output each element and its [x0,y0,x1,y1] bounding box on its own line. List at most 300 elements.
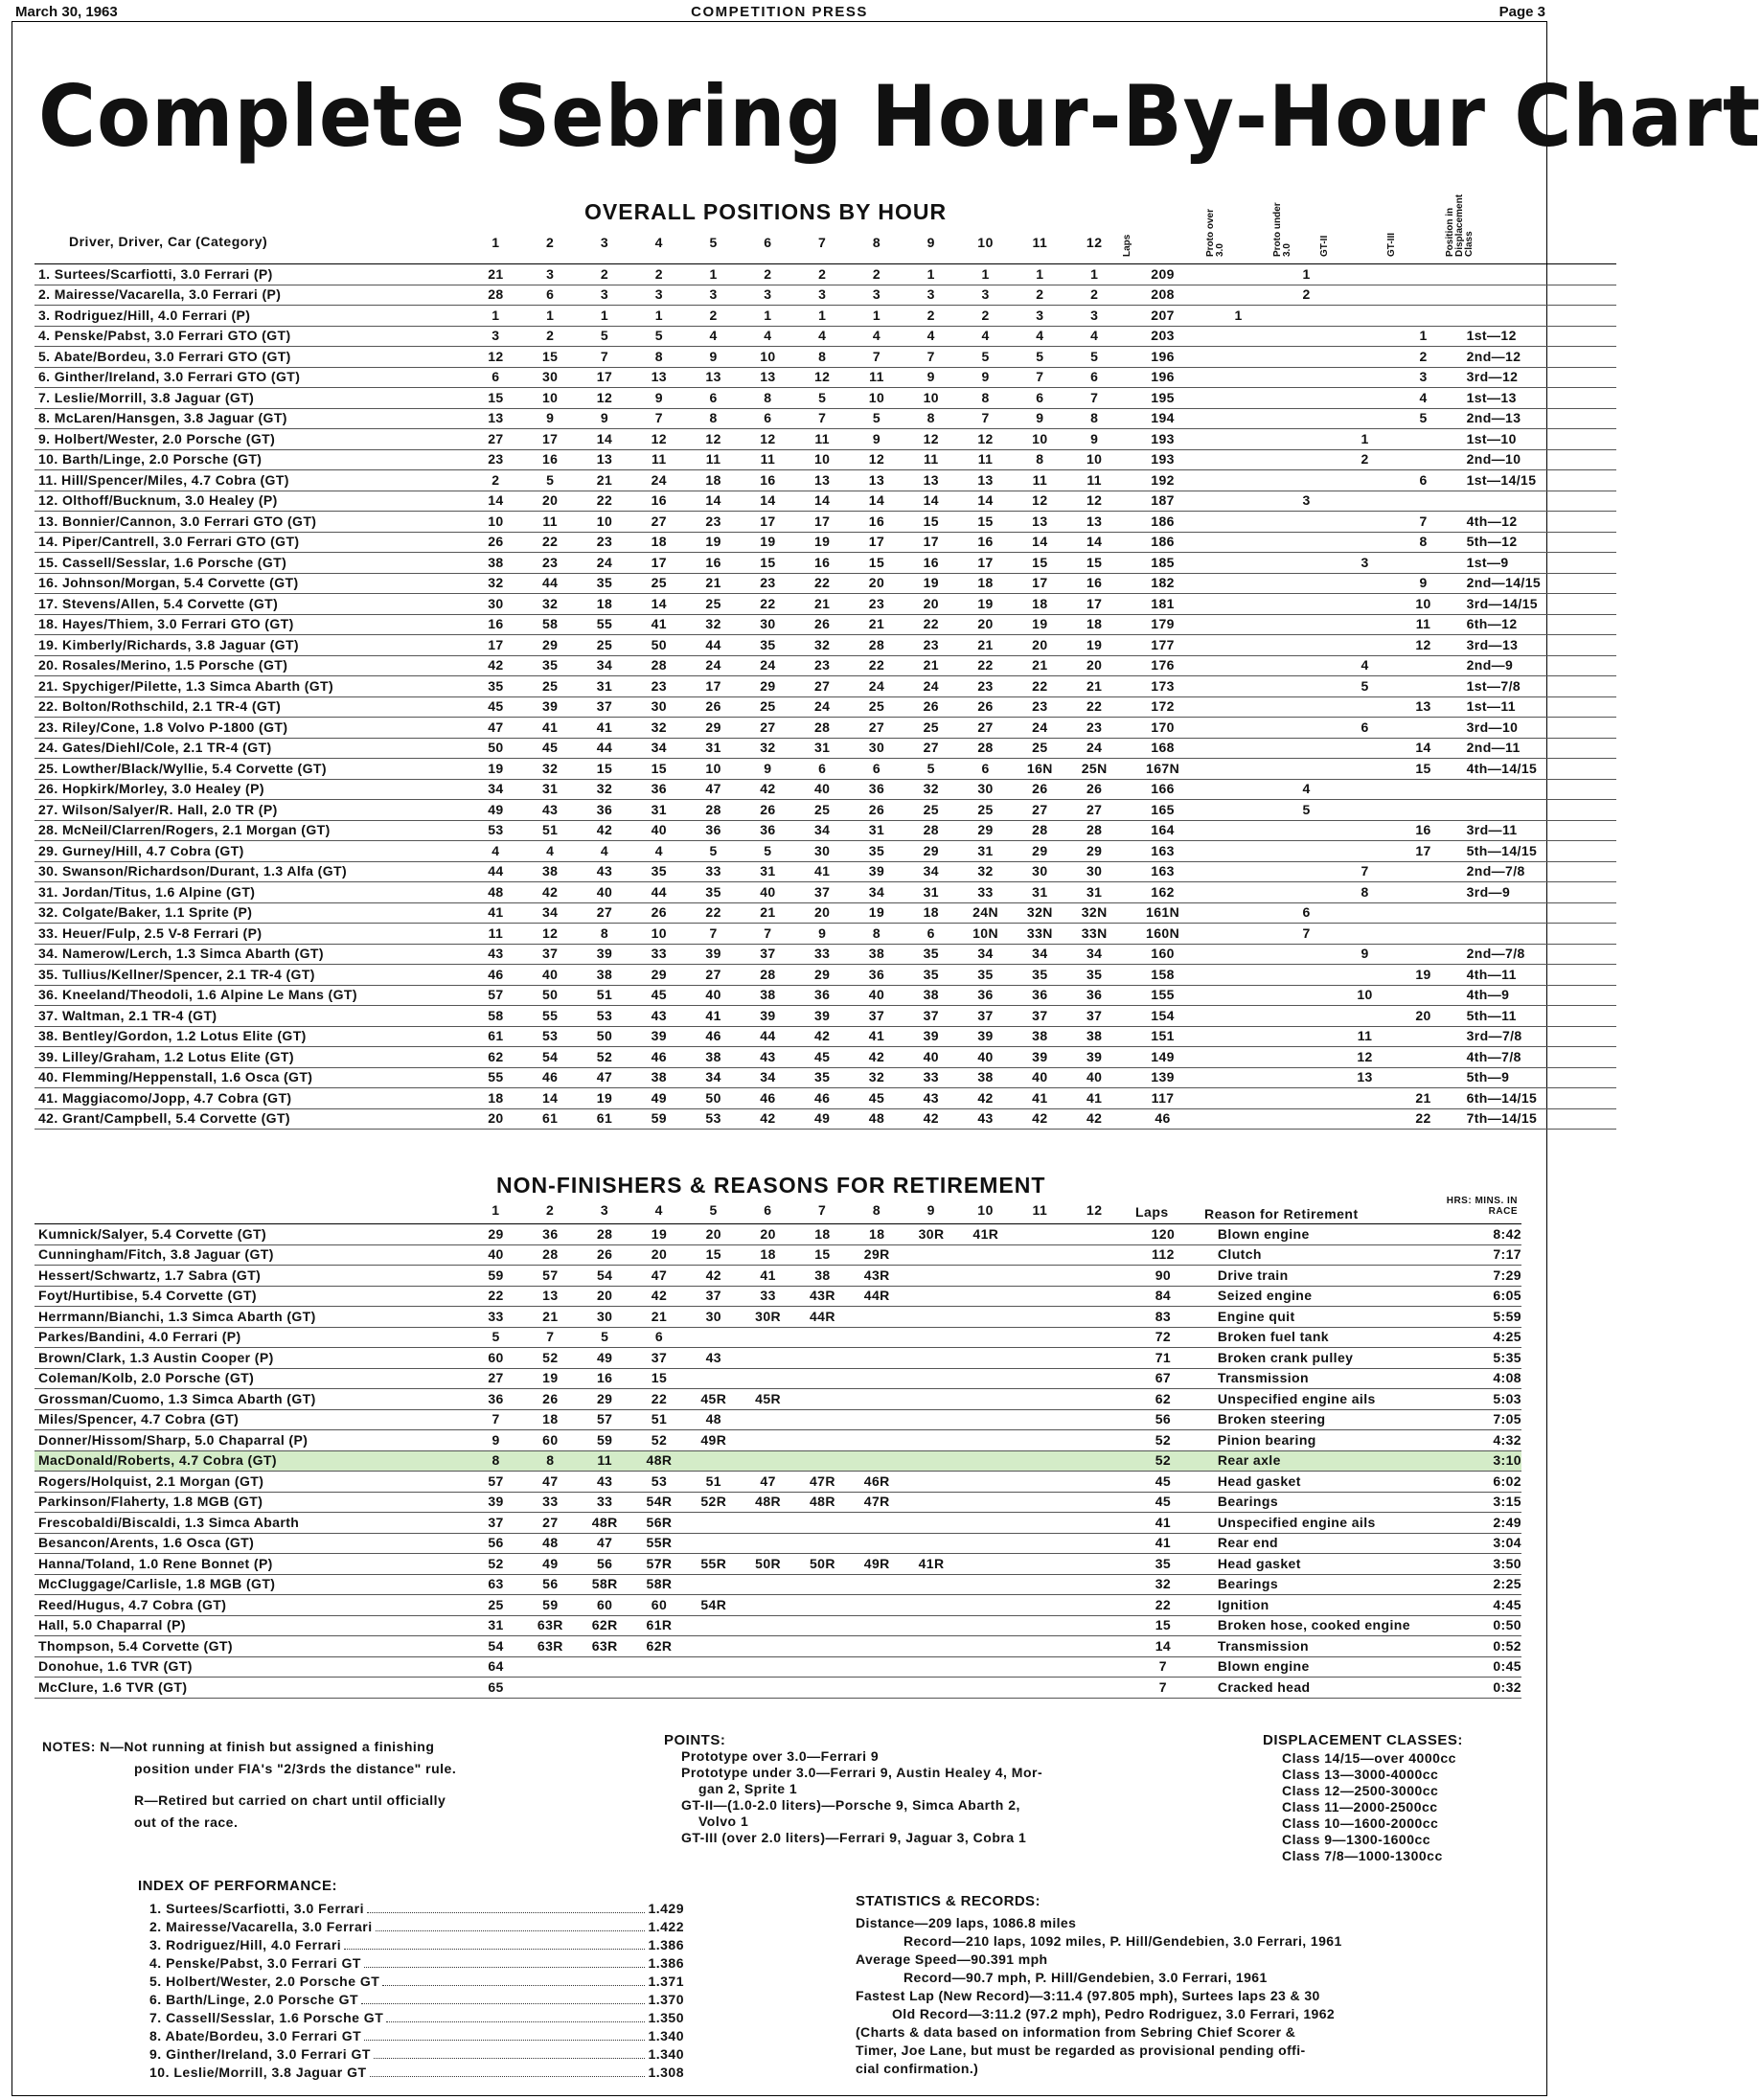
proto-under-position [1273,1088,1340,1109]
class-position: 7th—14/15 [1457,1108,1616,1130]
hour-position: 34 [686,1067,741,1088]
hour-position: 59 [631,1108,686,1130]
gt3-position: 1 [1390,326,1457,347]
hour-position [1013,1513,1067,1534]
laps-value: 194 [1122,408,1204,429]
gt3-position [1390,676,1457,697]
hour-position: 24 [741,655,795,676]
proto-over-position [1204,924,1273,945]
proto-over-position [1204,841,1273,862]
driver-car: Brown/Clark, 1.3 Austin Cooper (P) [34,1348,469,1369]
stats-fastest-lap: Fastest Lap (New Record)—3:11.4 (97.805 mph), Surtees laps 23 & 30 [856,1988,1320,2003]
overall-row [34,1026,1616,1047]
proto-under-position [1273,1026,1340,1047]
overall-row [34,655,1616,676]
overall-row [34,306,1616,327]
hour-position: 40 [686,985,741,1006]
laps-value: 166 [1122,779,1204,800]
retirement-reason: Blown engine [1204,1656,1492,1678]
hour-position: 34 [578,655,632,676]
hour-position: 22 [1013,676,1067,697]
hour-position: 7 [1067,388,1122,409]
class-position: 3rd—7/8 [1457,1026,1616,1047]
overall-row [34,532,1616,553]
hour-position: 31 [469,1615,523,1636]
nonfinisher-row [34,1678,1521,1699]
hour-position: 15 [523,347,578,368]
laps-value: 187 [1122,491,1204,512]
hour-position: 45 [523,738,578,759]
laps-value: 161N [1122,902,1204,924]
proto-over-position [1204,779,1273,800]
hour-position: 53 [578,1006,632,1027]
hour-position: 41 [578,718,632,739]
hour-position: 19 [578,1088,632,1109]
hour-position: 6 [958,759,1013,780]
note-r-line1: R—Retired but carried on chart until officially [134,1792,446,1808]
hour-position [1013,1554,1067,1575]
hour-position: 37 [1067,1006,1122,1027]
hour-position: 44R [850,1286,904,1307]
laps-value: 207 [1122,306,1204,327]
hour-position: 47 [632,1266,687,1287]
hour-position: 19 [686,532,741,553]
hour-position [1013,1533,1067,1554]
gt2-position [1340,738,1390,759]
hour-position: 11 [686,449,741,470]
gt2-position [1340,532,1390,553]
hour-position: 18 [1067,614,1122,635]
gt3-position [1390,861,1457,882]
hour-position: 18 [958,573,1013,594]
hour-position: 51 [578,985,632,1006]
hour-position: 9 [1067,429,1122,450]
laps-value: 41 [1122,1513,1204,1534]
hour-position: 36 [523,1224,578,1245]
hour-position [686,1533,741,1554]
hour-position: 48R [741,1492,795,1513]
hour-position: 52 [523,1348,578,1369]
hour-position: 41 [631,614,686,635]
hour-position: 43 [578,861,632,882]
notes-block [42,1736,540,1834]
hour-position: 13 [469,408,523,429]
hour-position: 52 [578,1047,632,1068]
hour-position: 29 [903,841,958,862]
points-line-6: GT-III (over 2.0 liters)—Ferrari 9, Jaguar 3, Cobra 1 [681,1830,1027,1845]
laps-value: 163 [1122,861,1204,882]
hour-position: 18 [631,532,686,553]
laps-value: 176 [1122,655,1204,676]
class-position: 5th—14/15 [1457,841,1616,862]
hour-position: 53 [632,1472,687,1493]
hour-position: 18 [523,1409,578,1430]
class-position: 3rd—10 [1457,718,1616,739]
hour-header-6: 6 [764,1202,772,1218]
retirement-reason: Broken crank pulley [1204,1348,1492,1369]
overall-row [34,841,1616,862]
class-position: 2nd—13 [1457,408,1616,429]
hour-position [958,1595,1013,1616]
hour-position: 6 [686,388,741,409]
overall-row [34,902,1616,924]
hour-position: 32 [686,614,741,635]
gt3-position [1390,491,1457,512]
index-entry: 3. Rodriguez/Hill, 4.0 Ferrari [149,1937,342,1952]
hour-position: 13 [1013,512,1067,533]
hour-position [1013,1678,1067,1699]
hour-position: 58 [469,1006,523,1027]
overall-row [34,326,1616,347]
hour-position: 13 [578,449,632,470]
overall-row [34,264,1616,285]
hour-position: 28 [578,1224,632,1245]
hour-position: 22 [578,491,632,512]
retirement-reason: Blown engine [1204,1224,1492,1245]
hour-position: 42 [741,1108,795,1130]
dot-leader [386,2009,645,2022]
time-in-race: 3:10 [1492,1450,1521,1472]
gt3-position: 16 [1390,820,1457,841]
hour-position: 22 [686,902,741,924]
overall-row [34,676,1616,697]
hour-position: 25 [795,800,850,821]
laps-value: 72 [1122,1327,1204,1348]
hour-position [1067,1636,1122,1657]
hour-position [1067,1678,1122,1699]
gt2-position: 11 [1340,1026,1390,1047]
laps-value: 35 [1122,1554,1204,1575]
nonfinisher-row [34,1472,1521,1493]
hour-position: 33 [958,882,1013,903]
hour-position [904,1327,959,1348]
hour-position: 30 [631,696,686,718]
hour-position: 3 [686,285,741,306]
hour-position: 28 [469,285,523,306]
nonfinisher-row [34,1389,1521,1410]
laps-value: 160N [1122,924,1204,945]
hour-position [850,1348,904,1369]
gt3-position: 14 [1390,738,1457,759]
hour-position [1067,1574,1122,1595]
hour-position: 1 [578,306,632,327]
retirement-reason: Rear end [1204,1533,1492,1554]
hour-position: 38 [686,1047,741,1068]
hour-position: 40 [1013,1067,1067,1088]
hour-position: 30R [741,1307,795,1328]
hour-position [1013,1266,1067,1287]
hour-position: 20 [741,1224,795,1245]
hour-position: 29 [523,635,578,656]
hour-position: 2 [1067,285,1122,306]
hour-position: 46 [523,1067,578,1088]
hour-position: 3 [958,285,1013,306]
gt2-position: 4 [1340,655,1390,676]
hour-position: 27 [523,1513,578,1534]
proto-under-position [1273,1006,1340,1027]
hour-position: 14 [578,429,632,450]
hour-position: 4 [469,841,523,862]
hour-position: 39 [578,944,632,965]
hour-position [741,1615,795,1636]
time-in-race: 4:32 [1492,1430,1521,1451]
hour-position: 8 [958,388,1013,409]
hour-position: 10 [1067,449,1122,470]
stats-heading: STATISTICS & RECORDS: [856,1893,1041,1909]
index-entry: 1. Surtees/Scarfiotti, 3.0 Ferrari [149,1901,364,1916]
points-line-4: GT-II—(1.0-2.0 liters)—Porsche 9, Simca Abarth 2, [681,1797,1020,1813]
proto-under-position [1273,594,1340,615]
retirement-reason: Ignition [1204,1595,1492,1616]
hour-position: 38 [578,965,632,986]
hour-position: 8 [1013,449,1067,470]
hour-position: 36 [1067,985,1122,1006]
hour-position: 24 [631,470,686,491]
hour-position: 43 [686,1348,741,1369]
displacement-class: Class 7/8—1000-1300cc [1282,1848,1443,1863]
hour-position: 16 [903,553,958,574]
hour-position: 17 [523,429,578,450]
col-disp-class-header: Position in Displacement Class [1445,194,1475,257]
hour-position: 8 [523,1450,578,1472]
hour-position: 42 [795,1026,850,1047]
hour-position: 11 [1013,470,1067,491]
hour-position: 32 [631,718,686,739]
hour-position: 46 [795,1088,850,1109]
hour-position: 23 [469,449,523,470]
time-in-race: 0:50 [1492,1615,1521,1636]
hour-position: 48 [686,1409,741,1430]
hour-position: 44 [523,573,578,594]
hour-position: 38 [1013,1026,1067,1047]
hour-position: 26 [903,696,958,718]
col-gt3-header: GT-III [1386,233,1397,257]
hour-position [1067,1409,1122,1430]
col-proto-over-header: Proto over 3.0 [1205,208,1225,257]
hour-position: 12 [1067,491,1122,512]
hour-position [1013,1492,1067,1513]
class-position: 5th—12 [1457,532,1616,553]
hour-position: 22 [958,655,1013,676]
class-position: 1st—10 [1457,429,1616,450]
retirement-reason: Pinion bearing [1204,1430,1492,1451]
driver-car: Kumnick/Salyer, 5.4 Corvette (GT) [34,1224,469,1245]
hour-position [904,1348,959,1369]
hour-position: 49R [686,1430,741,1451]
hour-position: 41 [741,1266,795,1287]
hour-position: 15 [469,388,523,409]
laps-value: 164 [1122,820,1204,841]
proto-under-position [1273,449,1340,470]
hour-position [904,1307,959,1328]
gt2-position [1340,820,1390,841]
hour-position: 58R [578,1574,632,1595]
hour-position: 42 [903,1108,958,1130]
laps-value: 14 [1122,1636,1204,1657]
proto-over-position [1204,553,1273,574]
hour-position: 1 [686,264,741,285]
hour-position: 46 [469,965,523,986]
laps-value: 120 [1122,1224,1204,1245]
retirement-reason: Rear axle [1204,1450,1492,1472]
displacement-class: Class 12—2500-3000cc [1282,1783,1439,1798]
hour-position: 41 [1013,1088,1067,1109]
gt3-position: 21 [1390,1088,1457,1109]
hour-position [904,1450,959,1472]
laps-value: 117 [1122,1088,1204,1109]
hour-position: 40 [850,985,904,1006]
gt3-position: 3 [1390,367,1457,388]
hour-position: 40 [631,820,686,841]
hour-position: 13 [903,470,958,491]
nonfinisher-row [34,1368,1521,1389]
hour-position: 34 [523,902,578,924]
hour-position: 41R [904,1554,959,1575]
laps-value: 139 [1122,1067,1204,1088]
hour-position [686,1327,741,1348]
hour-position: 16 [469,614,523,635]
overall-row [34,388,1616,409]
proto-over-position [1204,388,1273,409]
driver-car: 29. Gurney/Hill, 4.7 Cobra (GT) [34,841,469,862]
overall-row [34,408,1616,429]
hour-position: 27 [741,718,795,739]
hour-position [795,1636,850,1657]
class-position: 4th—11 [1457,965,1616,986]
proto-under-position [1273,820,1340,841]
hour-position [958,1286,1013,1307]
hour-position: 40 [523,965,578,986]
hour-position: 6 [632,1327,687,1348]
hour-position [1013,1286,1067,1307]
hour-position: 49 [523,1554,578,1575]
hour-position: 54R [686,1595,741,1616]
hour-position: 30 [850,738,904,759]
hour-position [1013,1636,1067,1657]
hour-position: 37 [958,1006,1013,1027]
overall-row [34,491,1616,512]
hour-position: 33 [741,1286,795,1307]
hour-position: 57 [523,1266,578,1287]
hour-position: 19 [469,759,523,780]
hour-position: 3 [631,285,686,306]
class-position: 4th—14/15 [1457,759,1616,780]
hour-position: 29R [850,1244,904,1266]
hour-position: 14 [686,491,741,512]
hour-position: 31 [1013,882,1067,903]
nonfinishers-heading: NON-FINISHERS & REASONS FOR RETIREMENT [496,1173,1046,1198]
hour-position: 62R [632,1636,687,1657]
hour-position: 5 [795,388,850,409]
hour-position: 11 [1067,470,1122,491]
hour-position: 24 [578,553,632,574]
driver-car: Hessert/Schwartz, 1.7 Sabra (GT) [34,1266,469,1287]
hour-position: 17 [686,676,741,697]
hour-position: 4 [741,326,795,347]
index-entry: 2. Mairesse/Vacarella, 3.0 Ferrari [149,1919,373,1934]
hour-position [578,1656,632,1678]
proto-under-position [1273,882,1340,903]
gt3-position [1390,800,1457,821]
hour-position: 17 [1013,573,1067,594]
hour-position [1013,1327,1067,1348]
hour-position [1067,1533,1122,1554]
driver-car: 33. Heuer/Fulp, 2.5 V-8 Ferrari (P) [34,924,469,945]
hour-position [958,1554,1013,1575]
overall-row [34,779,1616,800]
hour-position: 28 [850,635,904,656]
laps-value: 112 [1122,1244,1204,1266]
hour-position: 23 [850,594,904,615]
laps-value: 151 [1122,1026,1204,1047]
index-value: 1.371 [648,1974,684,1989]
driver-car: 7. Leslie/Morrill, 3.8 Jaguar (GT) [34,388,469,409]
laps-value: 160 [1122,944,1204,965]
hour-position [850,1327,904,1348]
gt2-position [1340,1108,1390,1130]
class-position: 1st—9 [1457,553,1616,574]
gt2-position [1340,306,1390,327]
hour-position: 62R [578,1615,632,1636]
driver-car: McCluggage/Carlisle, 1.8 MGB (GT) [34,1574,469,1595]
index-row [149,2027,684,2045]
hour-position: 50R [741,1554,795,1575]
hour-position: 12 [850,449,904,470]
hour-position: 21 [578,470,632,491]
laps-value: 162 [1122,882,1204,903]
time-in-race: 4:25 [1492,1327,1521,1348]
proto-over-position [1204,408,1273,429]
hour-position [741,1430,795,1451]
driver-car: 20. Rosales/Merino, 1.5 Porsche (GT) [34,655,469,676]
points-heading: POINTS: [664,1732,726,1748]
hour-position: 45 [795,1047,850,1068]
hour-position: 22 [850,655,904,676]
hour-position: 18 [686,470,741,491]
hour-position: 22 [632,1389,687,1410]
hour-position [1067,1513,1122,1534]
hour-position [904,1286,959,1307]
hour-position: 52R [686,1492,741,1513]
hour-position [1013,1656,1067,1678]
hour-position [741,1348,795,1369]
hour-position: 19 [1013,614,1067,635]
hour-position: 2 [795,264,850,285]
hour-position [795,1615,850,1636]
hour-position: 38 [850,944,904,965]
hour-position: 19 [850,902,904,924]
class-position [1457,924,1616,945]
time-in-race: 3:04 [1492,1533,1521,1554]
hour-position: 34 [903,861,958,882]
retirement-reason: Transmission [1204,1636,1492,1657]
gt2-position [1340,902,1390,924]
index-row [149,1936,684,1954]
hour-position: 20 [523,491,578,512]
proto-under-position [1273,985,1340,1006]
hour-position: 14 [903,491,958,512]
hour-position: 31 [686,738,741,759]
hour-position: 30 [523,367,578,388]
hour-position: 34 [1067,944,1122,965]
hour-position: 32 [850,1067,904,1088]
hour-position: 15 [631,759,686,780]
hour-position: 41 [523,718,578,739]
gt2-position [1340,264,1390,285]
hour-position: 31 [741,861,795,882]
hour-position [1013,1450,1067,1472]
laps-value: 208 [1122,285,1204,306]
